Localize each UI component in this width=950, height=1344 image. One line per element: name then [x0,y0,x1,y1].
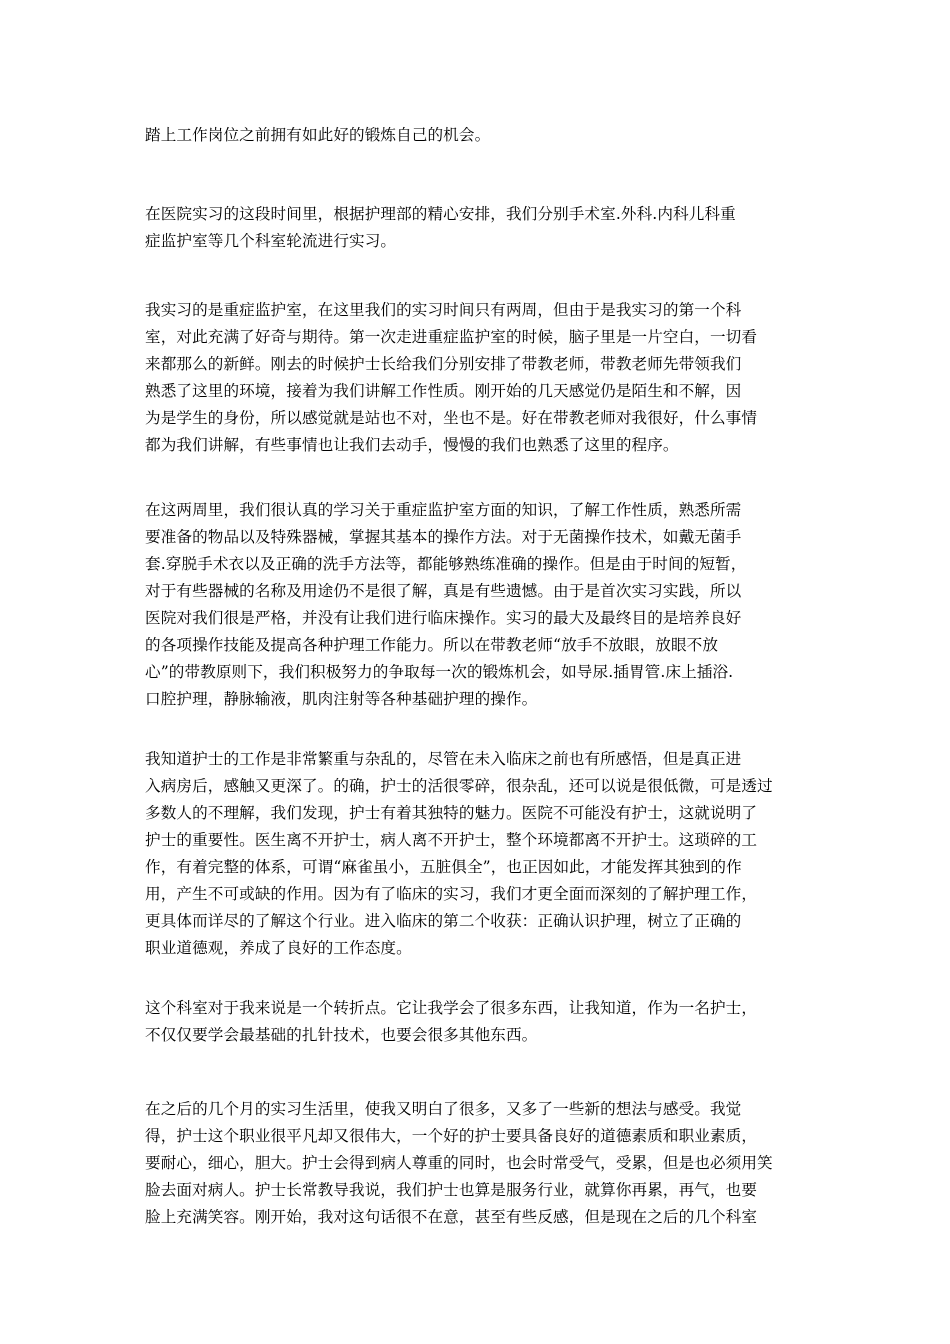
paragraph-2 [145,201,817,255]
paragraph-1 [145,122,817,149]
paragraph-5 [145,746,817,962]
paragraph-4 [145,497,817,713]
paragraph-line: 在这两周里，我们很认真的学习关于重症监护室方面的知识，了解工作性质，熟悉所需 [145,501,742,519]
paragraph-line: 要耐心，细心，胆大。护士会得到病人尊重的同时，也会时常受气，受累，但是也必须用笑 [145,1154,773,1172]
paragraph-line: 来都那么的新鲜。刚去的时候护士长给我们分别安排了带教老师，带教老师先带领我们 [145,355,742,373]
paragraph-line: 口腔护理，静脉输液，肌肉注射等各种基础护理的操作。 [145,690,538,708]
paragraph-line: 入病房后，感触又更深了。的确，护士的活很零碎，很杂乱，还可以说是很低微，可是透过 [145,777,773,795]
paragraph-line: 得，护士这个职业很平凡却又很伟大，一个好的护士要具备良好的道德素质和职业素质， [145,1127,758,1145]
paragraph-line: 踏上工作岗位之前拥有如此好的锻炼自己的机会。 [145,126,491,144]
paragraph-line: 要准备的物品以及特殊器械，掌握其基本的操作方法。对于无菌操作技术，如戴无菌手 [145,528,742,546]
paragraph-line: 脸上充满笑容。刚开始，我对这句话很不在意，甚至有些反感，但是现在之后的几个科室 [145,1208,758,1226]
paragraph-line: 在医院实习的这段时间里，根据护理部的精心安排，我们分别手术室.外科.内科儿科重 [145,205,736,223]
paragraph-line: 的各项操作技能及提高各种护理工作能力。所以在带教老师“放手不放眼，放眼不放 [145,636,719,654]
paragraph-line: 不仅仅要学会最基础的扎针技术，也要会很多其他东西。 [145,1026,538,1044]
paragraph-line: 症监护室等几个科室轮流进行实习。 [145,232,397,250]
paragraph-line: 用，产生不可或缺的作用。因为有了临床的实习，我们才更全面而深刻的了解护理工作， [145,885,758,903]
paragraph-6 [145,995,817,1049]
paragraph-line: 熟悉了这里的环境，接着为我们讲解工作性质。刚开始的几天感觉仍是陌生和不解，因 [145,382,742,400]
paragraph-line: 作，有着完整的体系，可谓“麻雀虽小，五脏俱全”，也正因如此，才能发挥其独到的作 [145,858,742,876]
paragraph-line: 这个科室对于我来说是一个转折点。它让我学会了很多东西，让我知道，作为一名护士， [145,999,758,1017]
paragraph-line: 护士的重要性。医生离不开护士，病人离不开护士，整个环境都离不开护士。这琐碎的工 [145,831,758,849]
paragraph-line: 职业道德观，养成了良好的工作态度。 [145,939,412,957]
paragraph-line: 室，对此充满了好奇与期待。第一次走进重症监护室的时候，脑子里是一片空白，一切看 [145,328,758,346]
paragraph-7 [145,1096,817,1231]
paragraph-line: 我知道护士的工作是非常繁重与杂乱的，尽管在未入临床之前也有所感悟，但是真正进 [145,750,742,768]
paragraph-line: 都为我们讲解，有些事情也让我们去动手，慢慢的我们也熟悉了这里的程序。 [145,436,679,454]
paragraph-line: 对于有些器械的名称及用途仍不是很了解，真是有些遗憾。由于是首次实习实践，所以 [145,582,742,600]
paragraph-line: 医院对我们很是严格，并没有让我们进行临床操作。实习的最大及最终目的是培养良好 [145,609,742,627]
paragraph-line: 我实习的是重症监护室，在这里我们的实习时间只有两周，但由于是我实习的第一个科 [145,301,742,319]
paragraph-line: 为是学生的身份，所以感觉就是站也不对，坐也不是。好在带教老师对我很好，什么事情 [145,409,758,427]
paragraph-line: 脸去面对病人。护士长常教导我说，我们护士也算是服务行业，就算你再累，再气，也要 [145,1181,758,1199]
paragraph-line: 多数人的不理解，我们发现，护士有着其独特的魅力。医院不可能没有护士，这就说明了 [145,804,758,822]
paragraph-line: 套.穿脱手术衣以及正确的洗手方法等，都能够熟练准确的操作。但是由于时间的短暂， [145,555,747,573]
paragraph-3 [145,297,817,459]
paragraph-line: 在之后的几个月的实习生活里，使我又明白了很多，又多了一些新的想法与感受。我觉 [145,1100,742,1118]
paragraph-line: 心”的带教原则下，我们积极努力的争取每一次的锻炼机会，如导尿.插胃管.床上插浴. [145,663,734,681]
paragraph-line: 更具体而详尽的了解这个行业。进入临床的第二个收获：正确认识护理，树立了正确的 [145,912,742,930]
